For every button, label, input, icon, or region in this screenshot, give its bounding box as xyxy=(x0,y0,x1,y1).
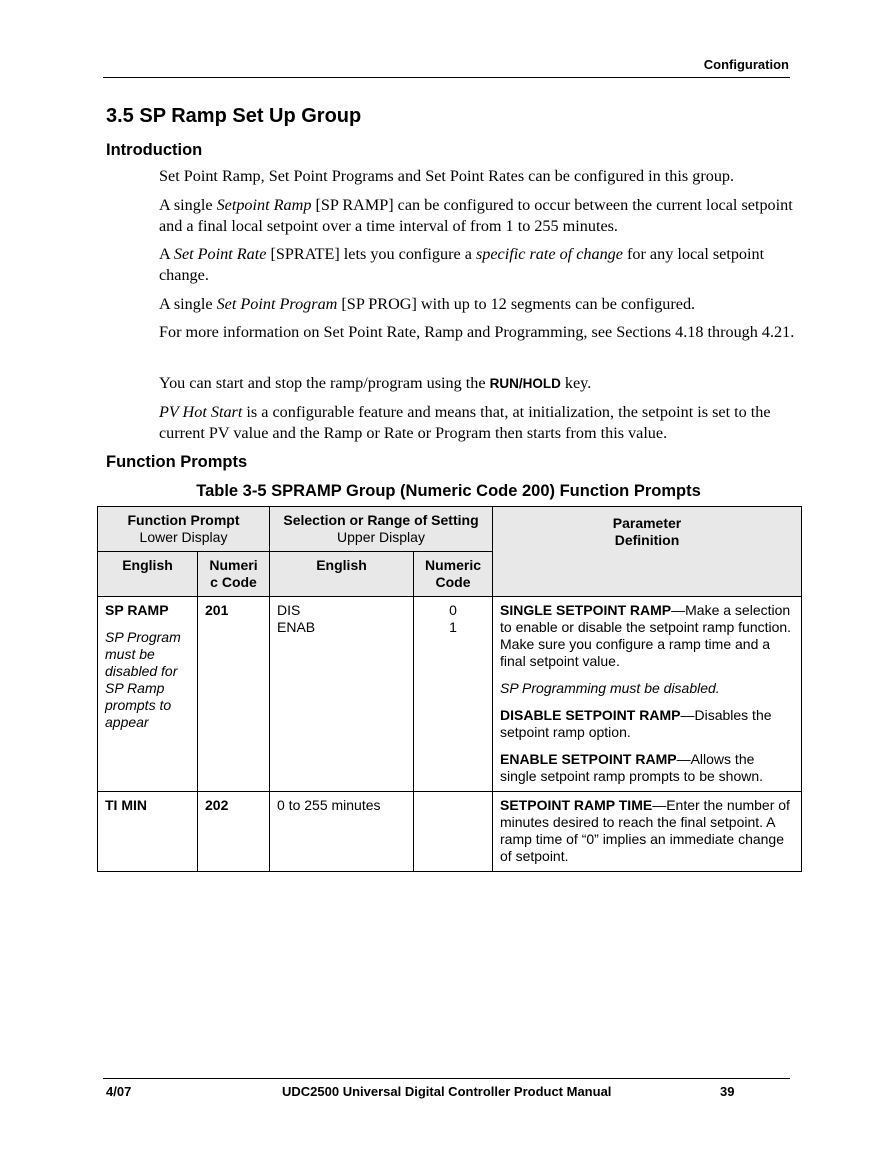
code-cell xyxy=(198,792,270,872)
option-value: 1 xyxy=(449,619,457,635)
prompt-cell xyxy=(98,597,198,792)
text: for any local setpoint change. xyxy=(159,245,765,284)
lower-display-subtitle: Lower Display xyxy=(139,529,228,545)
run-hold-key-label: RUN/HOLD xyxy=(489,376,561,391)
footer-manual-title: UDC2500 Universal Digital Controller Product Manual xyxy=(282,1084,612,1099)
text: You can start and stop the ramp/program using the xyxy=(159,374,490,392)
upper-display-subtitle: Upper Display xyxy=(337,529,425,545)
table-caption: Table 3-5 SPRAMP Group (Numeric Code 200) Function Prompts xyxy=(196,482,701,500)
selection-english-header xyxy=(270,552,414,597)
parameter-label: Parameter xyxy=(612,515,682,531)
function-prompt-title: Function Prompt xyxy=(127,512,240,528)
term-set-point-rate: Set Point Rate xyxy=(173,245,267,263)
numeric-label-line2: Code xyxy=(435,574,471,590)
prompt-cell xyxy=(98,792,198,872)
running-header: Configuration xyxy=(703,57,789,72)
selection-numeric-header xyxy=(414,552,493,597)
option: ENAB xyxy=(277,619,316,635)
definition-note: SP Programming must be disabled. xyxy=(500,680,720,696)
table-row xyxy=(98,792,802,872)
definition-text: —Enter the number of minutes desired to reach the final setpoint. A ramp time of “0” implies an immediate change of setpoint. xyxy=(500,797,790,864)
text: A single xyxy=(159,196,217,214)
numeric-code: 202 xyxy=(205,797,229,813)
english-header xyxy=(98,552,198,597)
function-prompt-header xyxy=(98,507,270,552)
english-label: English xyxy=(316,557,367,573)
definition-para xyxy=(500,751,794,785)
definition-cell xyxy=(493,597,802,792)
section-title: 3.5 SP Ramp Set Up Group xyxy=(106,105,362,127)
text: [SP PROG] with up to 12 segments can be configured. xyxy=(337,295,696,313)
definition-term: SINGLE SETPOINT RAMP xyxy=(500,602,672,618)
page-number: 39 xyxy=(720,1084,735,1099)
note-line: appear xyxy=(105,714,149,730)
numeric-label-line2: c Code xyxy=(210,574,257,590)
note-line: disabled for xyxy=(105,663,178,679)
values-cell xyxy=(414,597,493,792)
text: A single xyxy=(159,295,217,313)
option-value: 0 xyxy=(449,602,457,618)
definition-cell xyxy=(493,792,802,872)
note-line: SP Program xyxy=(105,629,181,645)
intro-paragraph-6 xyxy=(159,373,799,394)
note-line: must be xyxy=(105,646,155,662)
term-set-point-program: Set Point Program xyxy=(216,295,338,313)
definition-term: SETPOINT RAMP TIME xyxy=(500,797,653,813)
definition-term: ENABLE SETPOINT RAMP xyxy=(500,751,677,767)
intro-paragraph-7 xyxy=(159,402,799,444)
prompt-name: SP RAMP xyxy=(105,602,169,618)
definition-text: —Disables the setpoint ramp option. xyxy=(500,707,772,740)
definition-text: —Make a selection to enable or disable the setpoint ramp function. Make sure you configure a ramp time and a final setpoint value. xyxy=(500,602,792,669)
prompt-name: TI MIN xyxy=(105,797,147,813)
function-prompts-heading: Function Prompts xyxy=(106,453,248,471)
intro-paragraph-4 xyxy=(159,294,799,315)
intro-paragraph-3 xyxy=(159,244,799,286)
numeric-code: 201 xyxy=(205,602,229,618)
intro-paragraph-2 xyxy=(159,195,799,237)
table-header-row xyxy=(98,507,802,552)
footer-rule xyxy=(103,1078,790,1079)
definition-para xyxy=(500,797,794,865)
term-setpoint-ramp: Setpoint Ramp xyxy=(216,196,312,214)
selection-header xyxy=(270,507,493,552)
range-cell: 0 to 255 minutes xyxy=(270,792,414,872)
term-rate-of-change: specific rate of change xyxy=(475,245,623,263)
values-cell xyxy=(414,792,493,872)
selection-title: Selection or Range of Setting xyxy=(283,512,479,528)
text: [SPRATE] lets you configure a xyxy=(266,245,476,263)
footer-date: 4/07 xyxy=(106,1084,132,1099)
definition-para xyxy=(500,707,794,741)
option: DIS xyxy=(277,602,301,618)
numeric-label-line1: Numeri xyxy=(209,557,258,573)
definition-para xyxy=(500,602,794,670)
code-cell xyxy=(198,597,270,792)
intro-paragraph-1: Set Point Ramp, Set Point Programs and Set Point Rates can be configured in this group. xyxy=(159,167,735,185)
introduction-heading: Introduction xyxy=(106,141,203,159)
definition-text: —Allows the single setpoint ramp prompts to be shown. xyxy=(500,751,764,784)
note-line: SP Ramp xyxy=(105,680,165,696)
definition-label: Definition xyxy=(614,532,680,548)
numeric-label-line1: Numeric xyxy=(424,557,482,573)
parameter-definition-header xyxy=(493,507,802,597)
text: key. xyxy=(560,374,592,392)
intro-paragraph-5: For more information on Set Point Rate, Ramp and Programming, see Sections 4.18 through 4.21. xyxy=(159,323,795,341)
options-cell xyxy=(270,597,414,792)
table-row xyxy=(98,597,802,792)
definition-term: DISABLE SETPOINT RAMP xyxy=(500,707,681,723)
text: is a configurable feature and means that, at initialization, the setpoint is set to the current PV value and the Ramp or Rate or Program then starts from this value. xyxy=(159,403,771,442)
note-line: prompts to xyxy=(105,697,172,713)
term-pv-hot-start: PV Hot Start xyxy=(159,403,243,421)
text: [SP RAMP] can be configured to occur between the current local setpoint and a final local setpoint over a time interval of from 1 to 255 minutes. xyxy=(159,196,793,235)
prompt-note xyxy=(105,629,190,731)
spramp-function-table xyxy=(97,506,802,872)
header-rule xyxy=(103,77,790,78)
text: A xyxy=(159,245,174,263)
numeric-code-header xyxy=(198,552,270,597)
english-label: English xyxy=(122,557,173,573)
